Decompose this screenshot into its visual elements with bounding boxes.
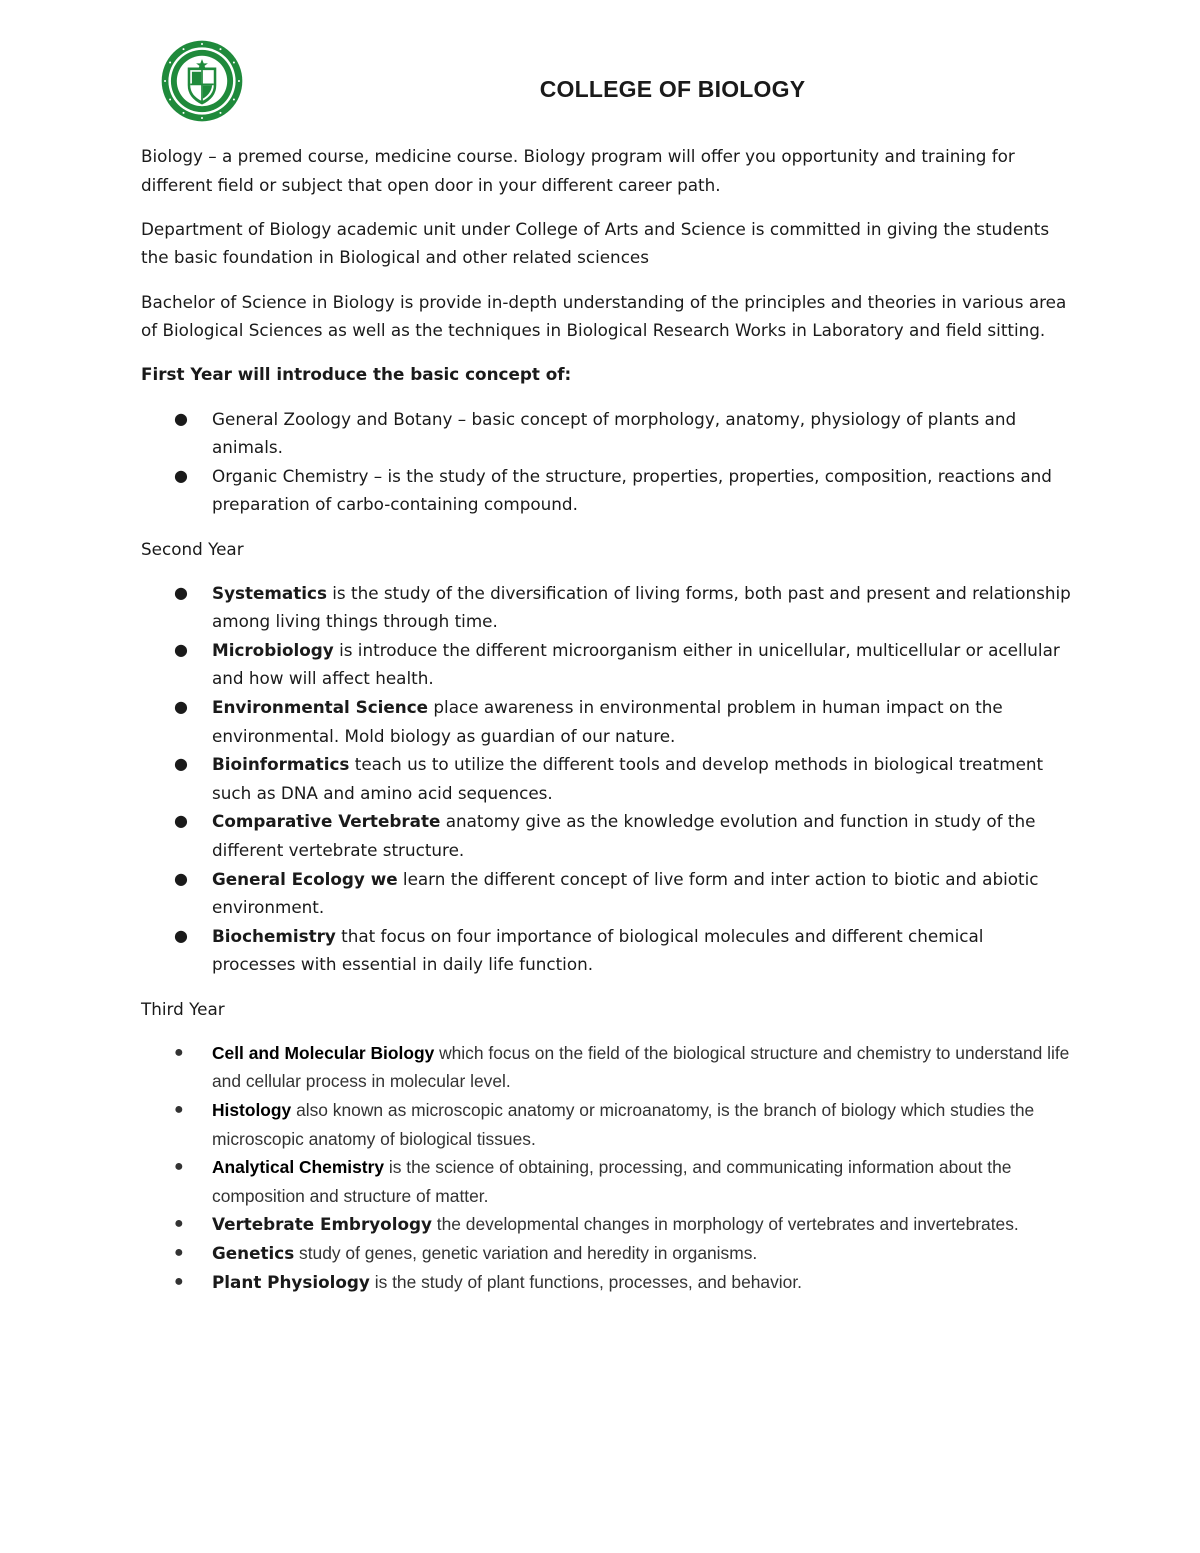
- list-item: [141, 750, 1071, 807]
- intro-paragraph-1: Biology – a premed course, medicine course. Biology program will offer you opportunity and training for different field or subject that open door in your different career path.: [141, 146, 1015, 195]
- list-item: [141, 865, 1071, 922]
- list-item-term: Systematics: [212, 582, 327, 603]
- list-item-text: the developmental changes in morphology of vertebrates and invertebrates.: [431, 1214, 1019, 1235]
- list-item: [141, 579, 1071, 636]
- bullet-icon: ●: [174, 408, 188, 428]
- list-item-term: Histology: [212, 1099, 292, 1120]
- list-item: [141, 462, 1071, 519]
- bullet-icon: ●: [174, 1100, 184, 1118]
- intro-paragraph-2: Department of Biology academic unit under College of Arts and Science is committed in giving the students the basic foundation in Biological and other related sciences: [141, 218, 1050, 268]
- list-item-text: that focus on four importance of biological molecules and different chemical processes with essential in daily life function.: [212, 925, 984, 975]
- list-item-text: anatomy give as the knowledge evolution and function in study of the different vertebrate structure.: [212, 811, 1036, 861]
- list-item-text: learn the different concept of live form and inter action to biotic and abiotic environment.: [212, 868, 1039, 918]
- list-item-text: is introduce the different microorganism either in unicellular, multicellular or acellular and how will affect health.: [212, 639, 1060, 689]
- first-year-heading: First Year will introduce the basic concept of:: [141, 364, 572, 385]
- list-item-term: Bioinformatics: [212, 754, 350, 775]
- bullet-icon: ●: [174, 811, 188, 831]
- first-year-list: [141, 405, 1071, 519]
- bullet-icon: ●: [174, 1215, 184, 1233]
- bullet-icon: ●: [174, 1243, 184, 1261]
- bullet-icon: ●: [174, 1043, 184, 1061]
- bullet-icon: ●: [174, 868, 188, 888]
- list-item: [141, 693, 1071, 750]
- bullet-icon: ●: [174, 1272, 184, 1290]
- list-item: [141, 1239, 1071, 1268]
- list-item-text: place awareness in environmental problem in human impact on the environmental. Mold biology as guardian of our nature.: [212, 697, 1003, 746]
- list-item-term: Genetics: [212, 1242, 295, 1263]
- list-item-term: Cell and Molecular Biology: [212, 1042, 435, 1063]
- bullet-icon: ●: [174, 754, 188, 774]
- bullet-icon: ●: [174, 582, 188, 602]
- list-item-text: also known as microscopic anatomy or microanatomy, is the branch of biology which studies the microscopic anatomy of biological tissues.: [212, 1099, 1035, 1149]
- list-item: [141, 1153, 1071, 1210]
- list-item: [141, 922, 1071, 979]
- list-item-term: Microbiology: [212, 639, 334, 660]
- list-item-term: Biochemistry: [212, 925, 336, 946]
- list-item-text: which focus on the field of the biological structure and chemistry to understand life and cellular process in molecular level.: [212, 1042, 1070, 1092]
- intro-paragraph-3: Bachelor of Science in Biology is provide in-depth understanding of the principles and theories in various area of Biological Sciences as well as the techniques in Biological Research Works in Laboratory and field sitting.: [141, 291, 1067, 341]
- list-item-text: study of genes, genetic variation and heredity in organisms.: [294, 1242, 758, 1263]
- bullet-icon: ●: [174, 465, 188, 485]
- bullet-icon: ●: [174, 697, 188, 717]
- list-item-term: Comparative Vertebrate: [212, 811, 441, 832]
- list-item: [141, 1039, 1071, 1096]
- second-year-heading: Second Year: [141, 538, 244, 559]
- college-seal-icon: [160, 39, 244, 123]
- list-item-text: is the study of the diversification of living forms, both past and present and relationship among living things through time.: [212, 582, 1071, 632]
- list-item-term: Environmental Science: [212, 697, 429, 718]
- list-item: [141, 1210, 1071, 1239]
- list-item: [141, 807, 1071, 864]
- list-item-text: is the science of obtaining, processing, and communicating information about the composition and structure of matter.: [212, 1157, 1012, 1206]
- bullet-icon: ●: [174, 1158, 184, 1176]
- third-year-heading: Third Year: [141, 998, 225, 1019]
- bullet-icon: ●: [174, 639, 188, 659]
- page-title: COLLEGE OF BIOLOGY: [539, 76, 806, 102]
- list-item-term: Vertebrate Embryology: [212, 1214, 432, 1235]
- third-year-list: [141, 1039, 1071, 1296]
- list-item: [141, 1268, 1071, 1297]
- bullet-icon: ●: [174, 925, 188, 945]
- list-item-term: Analytical Chemistry: [212, 1157, 385, 1178]
- list-item: [141, 1096, 1071, 1153]
- second-year-list: [141, 579, 1071, 979]
- list-item-term: General Ecology we: [212, 868, 398, 889]
- list-item-text: is the study of plant functions, processes, and behavior.: [369, 1271, 802, 1292]
- document-body: [141, 142, 1071, 1312]
- list-item-text: Organic Chemistry – is the study of the structure, properties, properties, composition, reactions and preparation of carbo-containing compound.: [212, 465, 1052, 515]
- list-item-text: General Zoology and Botany – basic concept of morphology, anatomy, physiology of plants and animals.: [212, 408, 1017, 458]
- list-item: [141, 405, 1071, 462]
- list-item-text: teach us to utilize the different tools and develop methods in biological treatment such as DNA and amino acid sequences.: [212, 754, 1044, 803]
- list-item: [141, 636, 1071, 693]
- list-item-term: Plant Physiology: [212, 1271, 370, 1292]
